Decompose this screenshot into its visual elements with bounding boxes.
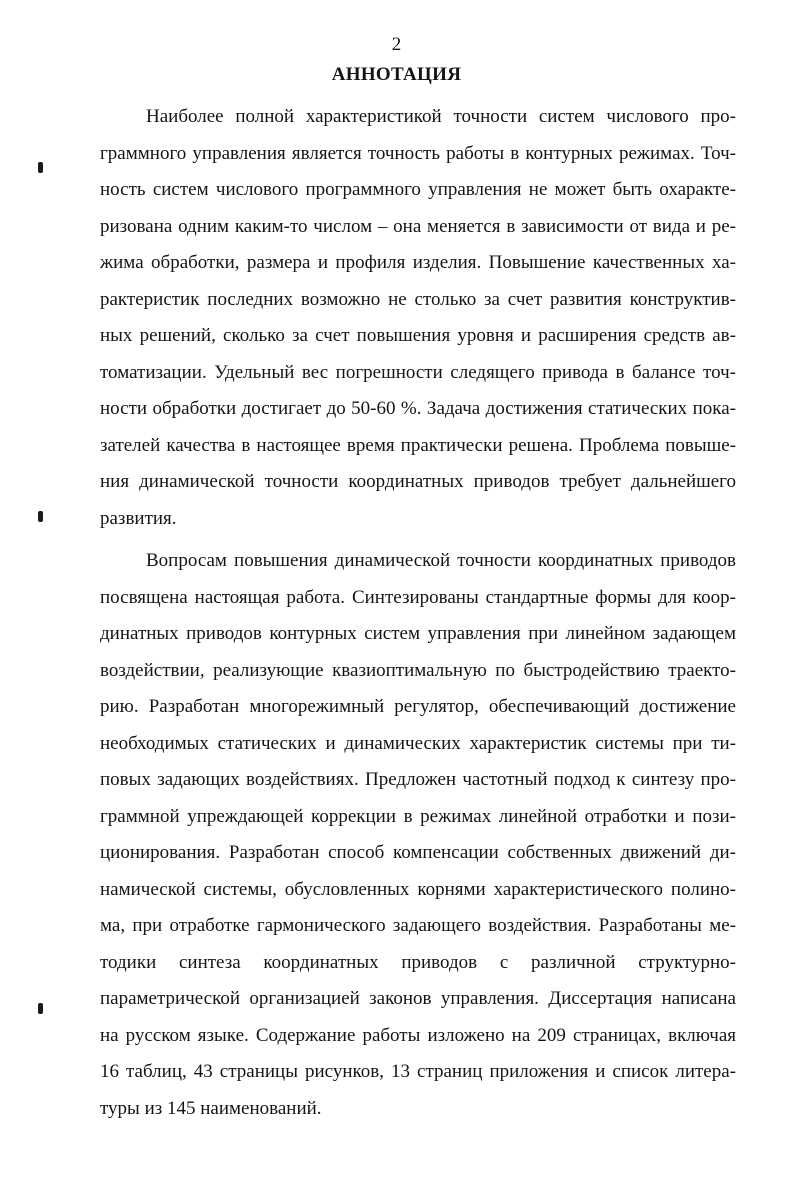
page-title: АННОТАЦИЯ [331,64,462,85]
text-line: Наиболее полной характеристикой точности систем числового про- [146,106,736,127]
text-line: тодики синтеза координатных приводов с различной структурно- [100,951,736,973]
annotation-body [100,99,736,1127]
binding-hole-mark-top [38,162,43,173]
text-line: ризована одним каким-то числом – она меняется в зависимости от вида и ре- [100,215,736,237]
text-line: на русском языке. Содержание работы изложено на 209 страницах, включая [100,1024,736,1046]
text-line: намической системы, обусловленных корнями характеристического полино- [100,878,736,900]
paragraph-1 [100,99,736,537]
text-line: ма, при отработке гармонического задающего воздействия. Разработаны ме- [100,915,736,936]
text-line: жима обработки, размера и профиля изделия. Повышение качественных ха- [100,252,736,273]
text-line: рактеристик последних возможно не столько за счет развития конструктив- [100,288,736,310]
text-line: динатных приводов контурных систем управления при линейном задающем [100,623,736,644]
text-line: ния динамической точности координатных приводов требует дальнейшего [100,471,736,492]
text-line: посвящена настоящая работа. Синтезированы стандартные формы для коор- [100,586,736,608]
page-number: 2 [391,34,402,55]
binding-hole-mark-middle [38,511,43,522]
text-line: граммной упреждающей коррекции в режимах линейной отработки и пози- [100,805,736,827]
binding-hole-mark-bottom [38,1003,43,1014]
text-line: граммного управления является точность работы в контурных режимах. Точ- [100,142,736,164]
text-line: ных решений, сколько за счет повышения уровня и расширения средств ав- [100,325,736,346]
text-line: ности обработки достигает до 50-60 %. Задача достижения статических пока- [100,398,736,419]
text-line: развития. [100,507,177,529]
paragraph-2 [100,543,736,1127]
text-line: томатизации. Удельный вес погрешности следящего привода в балансе точ- [100,361,736,383]
text-line: рию. Разработан многорежимный регулятор, обеспечивающий достижение [100,696,736,717]
text-line: воздействии, реализующие квазиоптимальную по быстродействию траекто- [100,659,736,681]
text-line: параметрической организацией законов управления. Диссертация написана [100,988,736,1009]
text-line: ционирования. Разработан способ компенсации собственных движений ди- [100,842,736,863]
text-line: зателей качества в настоящее время практически решена. Проблема повыше- [100,434,736,456]
text-line: Вопросам повышения динамической точности координатных приводов [146,550,736,571]
text-line: туры из 145 наименований. [100,1097,322,1119]
text-line: 16 таблиц, 43 страницы рисунков, 13 страниц приложения и список литера- [100,1061,736,1082]
text-line: необходимых статических и динамических характеристик системы при ти- [100,732,736,754]
text-line: повых задающих воздействиях. Предложен частотный подход к синтезу про- [100,769,736,790]
text-line: ность систем числового программного управления не может быть охаракте- [100,179,736,200]
